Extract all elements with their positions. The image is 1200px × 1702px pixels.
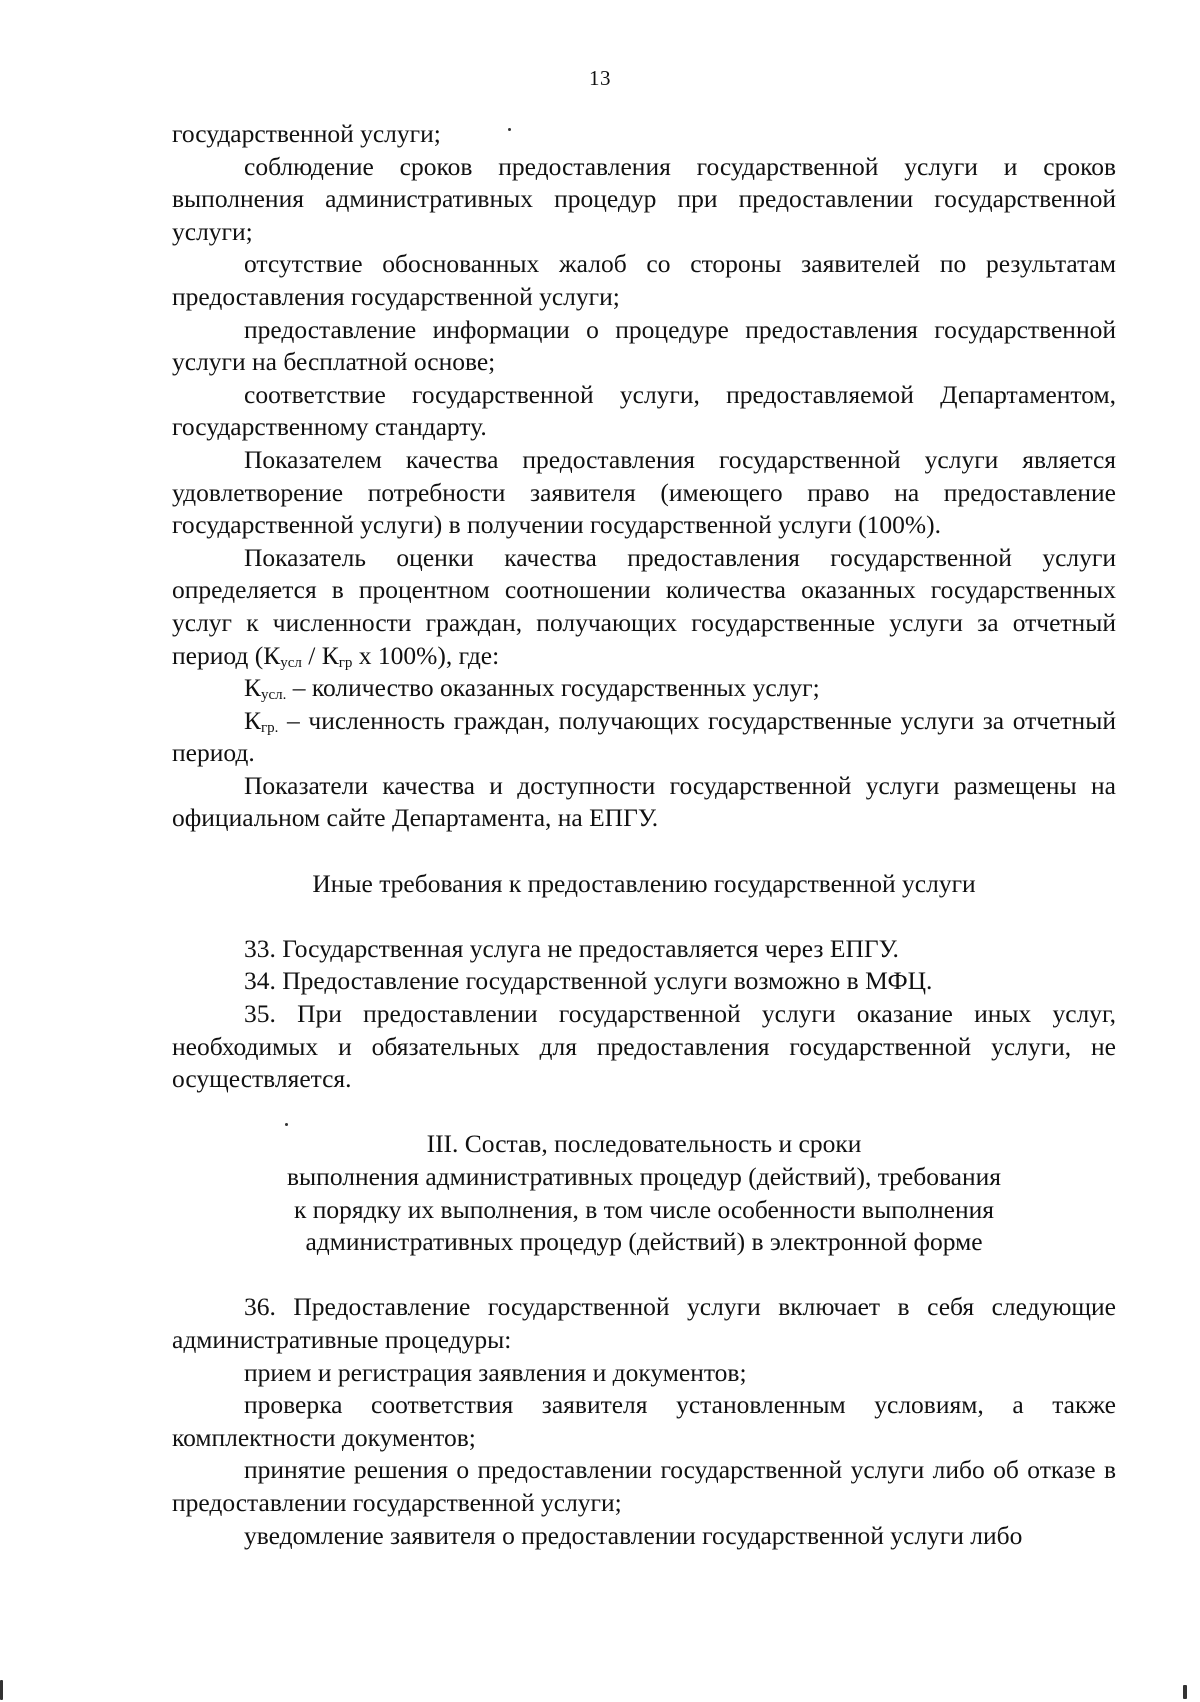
definition-k-gr	[172, 705, 1116, 770]
formula-paragraph	[172, 542, 1116, 672]
numbered-item: 34. Предоставление государственной услуги возможно в МФЦ.	[244, 966, 933, 996]
formula-text: / К	[301, 640, 339, 670]
section-heading-line: III. Состав, последовательность и сроки	[426, 1129, 862, 1159]
spacer	[172, 1096, 1116, 1129]
variable: К	[244, 705, 262, 735]
scan-speck	[1183, 1685, 1187, 1699]
scan-speck	[0, 1680, 3, 1700]
scan-speck	[285, 1123, 288, 1126]
scan-speck	[508, 128, 511, 131]
definition-text: – численность граждан, получающих государственные услуги за отчетный период.	[172, 705, 1116, 768]
paragraph: Показатели качества и доступности государственной услуги размещены на официальном сайте Департамента, на ЕПГУ.	[172, 770, 1116, 833]
paragraph: Показателем качества предоставления государственной услуги является удовлетворение потребности заявителя (имеющего право на предоставление государственной услуги) в получении государственной услуги (100%).	[172, 444, 1116, 540]
spacer	[172, 835, 1116, 868]
numbered-item: 36. Предоставление государственной услуги включает в себя следующие административные процедуры:	[172, 1292, 1116, 1354]
subscript: усл.	[261, 687, 287, 704]
definition-text: – количество оказанных государственных услуг;	[286, 673, 820, 703]
paragraph: соблюдение сроков предоставления государственной услуги и сроков выполнения административных процедур при предоставлении государственной услуги;	[172, 151, 1116, 246]
paragraph: государственной услуги;	[172, 119, 441, 148]
section-heading-line: к порядку их выполнения, в том числе особенности выполнения	[294, 1194, 994, 1224]
numbered-item: 35. При предоставлении государственной услуги оказание иных услуг, необходимых и обязательных для предоставления государственной услуги, не осуществляется.	[172, 999, 1116, 1094]
list-item: уведомление заявителя о предоставлении государственной услуги либо	[244, 1520, 1023, 1550]
numbered-item: 33. Государственная услуга не предоставляется через ЕПГУ.	[244, 933, 899, 963]
subscript: гр	[338, 654, 353, 671]
spacer	[172, 900, 1116, 933]
list-item: проверка соответствия заявителя установленным условиям, а также комплектности документов;	[172, 1390, 1116, 1452]
section-heading-line: выполнения административных процедур (действий), требования	[287, 1162, 1001, 1191]
formula-text: x 100%), где:	[352, 640, 500, 670]
page-number: 13	[589, 66, 611, 90]
paragraph: предоставление информации о процедуре предоставления государственной услуги на бесплатной основе;	[172, 314, 1116, 377]
document-body	[172, 118, 1116, 1552]
list-item: принятие решения о предоставлении государственной услуги либо об отказе в предоставлении государственной услуги;	[172, 1455, 1116, 1517]
spacer	[172, 1259, 1116, 1292]
variable: К	[244, 673, 262, 703]
subscript: усл	[280, 654, 302, 671]
section-heading: Иные требования к предоставлению государственной услуги	[312, 868, 976, 898]
subscript: гр.	[261, 719, 279, 736]
list-item: прием и регистрация заявления и документов;	[244, 1357, 747, 1387]
paragraph-text: Показатель оценки качества предоставления государственной услуги определяется в процентном соотношении количества оказанных государственных услуг к численности граждан, получающих государственные услуги за отчетный период (К	[172, 542, 1116, 670]
paragraph: соответствие государственной услуги, предоставляемой Департаментом, государственному стандарту.	[172, 379, 1116, 442]
section-heading-line: административных процедур (действий) в электронной форме	[305, 1227, 983, 1257]
paragraph: отсутствие обоснованных жалоб со стороны заявителей по результатам предоставления государственной услуги;	[172, 249, 1116, 311]
definition-k-usl	[172, 672, 1116, 705]
